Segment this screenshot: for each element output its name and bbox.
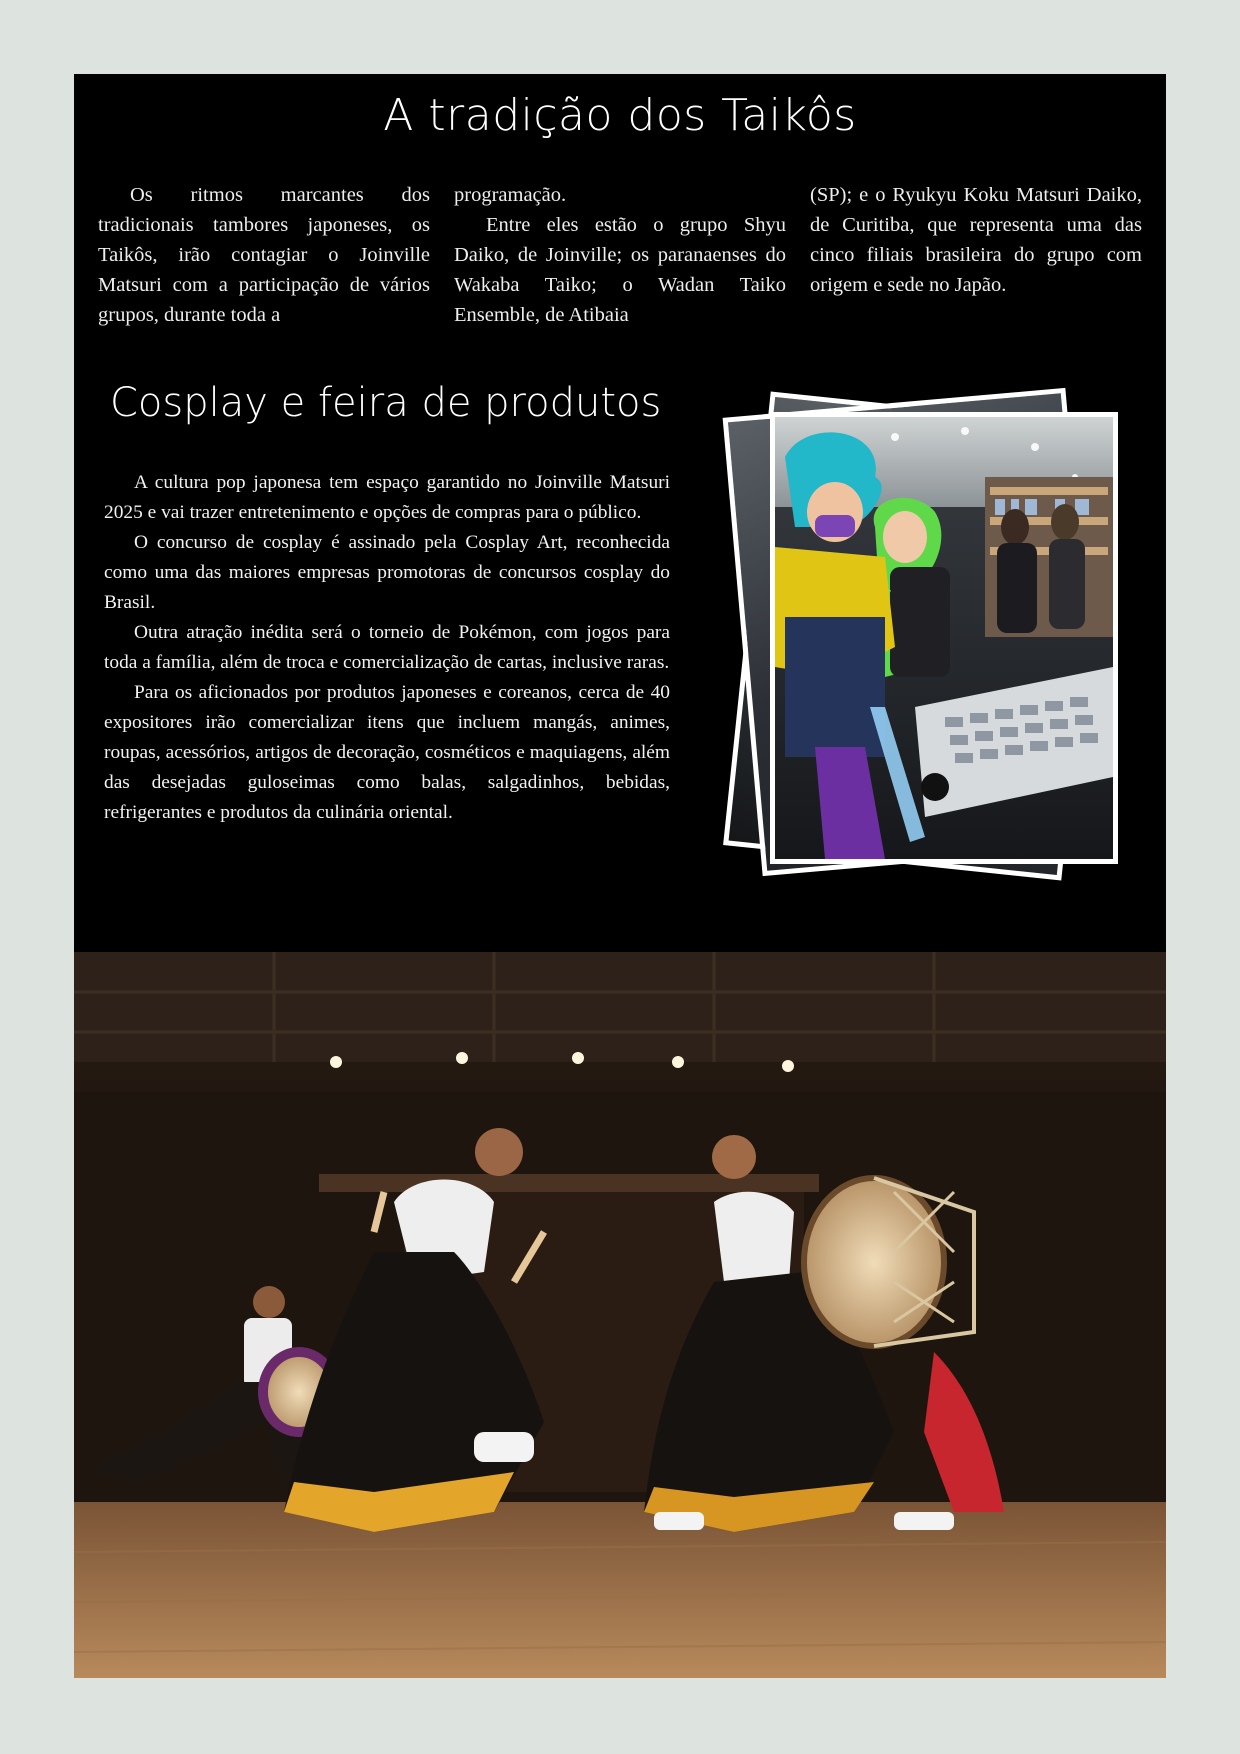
cosplay-paragraph: Para os aficionados por produtos japoneses e coreanos, cerca de 40 expositores irão comercializar itens que incluem mangás, animes, roupas, acessórios, artigos de decoração, cosméticos e maquiagens, além das desejadas guloseimas como balas, salgadinhos, bebidas, refrigerantes e produtos da culinária oriental. (104, 682, 670, 823)
cosplay-text-block (104, 468, 670, 828)
taikos-column-1 (98, 180, 430, 330)
taikos-paragraph-1-end: programação. (454, 184, 567, 206)
section-title-cosplay: Cosplay e feira de produtos (110, 380, 662, 426)
section-title-taikos: A tradição dos Taikôs (383, 90, 857, 141)
taikos-paragraph-1: Os ritmos marcantes dos tradicionais tambores japoneses, os Taikôs, irão contagiar o Joinville Matsuri com a participação de vários grupos, durante toda a (98, 184, 430, 326)
taikos-text-columns (98, 180, 1142, 330)
taiko-performance-photo (74, 952, 1166, 1678)
cosplay-photo-illustration (775, 417, 1113, 859)
taikos-paragraph-2: Entre eles estão o grupo Shyu Daiko, de Joinville; os paranaenses do Wakaba Taiko; o Wadan Taiko Ensemble, de Atibaia (454, 214, 786, 326)
cosplay-paragraph: Outra atração inédita será o torneio de Pokémon, com jogos para toda a família, além de troca e comercialização de cartas, inclusive raras. (104, 622, 670, 673)
taiko-performance-illustration (74, 952, 1166, 1678)
taikos-column-3 (810, 180, 1142, 330)
taikos-column-2 (454, 180, 786, 330)
cosplay-photo (770, 412, 1118, 864)
taikos-paragraph-2-end: (SP); e o Ryukyu Koku Matsuri Daiko, de Curitiba, que representa uma das cinco filiais brasileira do grupo com origem e sede no Japão. (810, 184, 1142, 296)
cosplay-paragraph: A cultura pop japonesa tem espaço garantido no Joinville Matsuri 2025 e vai trazer entretenimento e opções de compras para o público. (104, 472, 670, 523)
cosplay-paragraph: O concurso de cosplay é assinado pela Cosplay Art, reconhecida como uma das maiores empresas promotoras de concursos cosplay do Brasil. (104, 532, 670, 613)
article-page (74, 74, 1166, 1678)
cosplay-photo-stack (702, 372, 1152, 912)
